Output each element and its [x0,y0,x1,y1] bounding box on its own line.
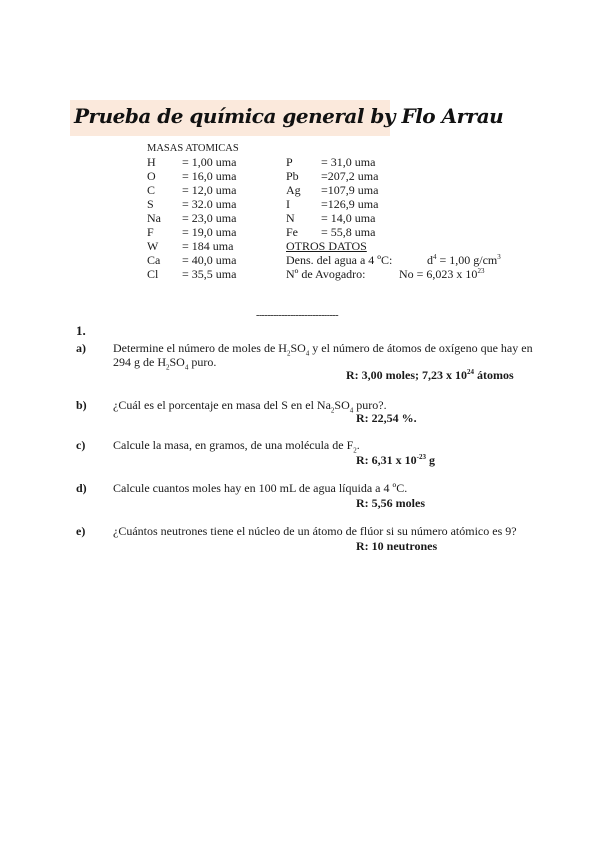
question-answer: R: 10 neutrones [356,539,438,553]
question-number: 1. [76,323,86,338]
question-letter: b) [76,398,87,412]
element-mass: = 16,0 uma [182,169,237,183]
question-answer: R: 5,56 moles [356,496,425,510]
element-mass: = 19,0 uma [182,225,237,239]
question-letter: c) [76,438,86,452]
question-letter: a) [76,341,86,355]
element-symbol: O [147,169,156,183]
question-letter: e) [76,524,86,538]
question-answer: R: 3,00 moles; 7,23 x $10^{24}$ átomos [346,368,514,382]
question-text: ¿Cuántos neutrones tiene el núcleo de un átomo de flúor si su número atómico es 9? [113,524,517,538]
element-mass: = 23,0 uma [182,211,237,225]
question-text: Calcule cuantos moles hay en 100 mL de agua líquida a 4 ºC. [113,481,408,495]
element-mass: = 55,8 uma [321,225,376,239]
page-title: Prueba de química general by Flo Arrau [74,104,504,128]
question-text: ¿Cuál es el porcentaje en masa del S en el $Na_2SO_4$ puro?. [113,398,387,415]
element-mass: = 14,0 uma [321,211,376,225]
element-symbol: Ca [147,253,161,267]
element-mass: = 31,0 uma [321,155,376,169]
element-mass: =207,2 uma [321,169,379,183]
masses-heading: MASAS ATOMICAS [147,143,239,154]
element-symbol: Ag [286,183,301,197]
element-symbol: I [286,197,290,211]
element-mass: = 40,0 uma [182,253,237,267]
element-mass: = 32.0 uma [182,197,237,211]
element-symbol: N [286,211,295,225]
element-mass: = 1,00 uma [182,155,237,169]
element-symbol: Pb [286,169,299,183]
question-letter: d) [76,481,87,495]
question-text: Determine el número de moles de $H_2SO_4$ y el número de átomos de oxígeno que hay en 294 g de $H_2SO_4$ puro. [113,341,533,372]
element-symbol: Na [147,211,161,225]
element-symbol: S [147,197,154,211]
separator-line: ----------------------------- [256,310,339,321]
element-symbol: W [147,239,159,253]
otros-datos-heading: OTROS DATOS [286,239,367,253]
element-mass: = 12,0 uma [182,183,237,197]
element-symbol: Fe [286,225,298,239]
element-symbol: Cl [147,267,159,281]
element-symbol: P [286,155,293,169]
question-text: Calcule la masa, en gramos, de una molécula de $F_2$. [113,438,360,455]
avogadro-value: No = 6,023 x $10^{23}$ [399,267,485,281]
density-value: $d^4 = 1,00$ $g/cm^3$ [427,253,501,267]
avogadro-label: Nº de Avogadro: [286,267,366,281]
element-symbol: C [147,183,156,197]
element-symbol: H [147,155,156,169]
element-mass: = 184 uma [182,239,234,253]
element-mass: = 35,5 uma [182,267,237,281]
element-mass: =126,9 uma [321,197,379,211]
question-answer: R: 6,31 x $10^{-23}$ g [356,453,436,467]
element-mass: =107,9 uma [321,183,379,197]
density-label: Dens. del agua a 4 ºC: [286,253,393,267]
element-symbol: F [147,225,154,239]
question-answer: R: 22,54 %. [356,411,417,425]
